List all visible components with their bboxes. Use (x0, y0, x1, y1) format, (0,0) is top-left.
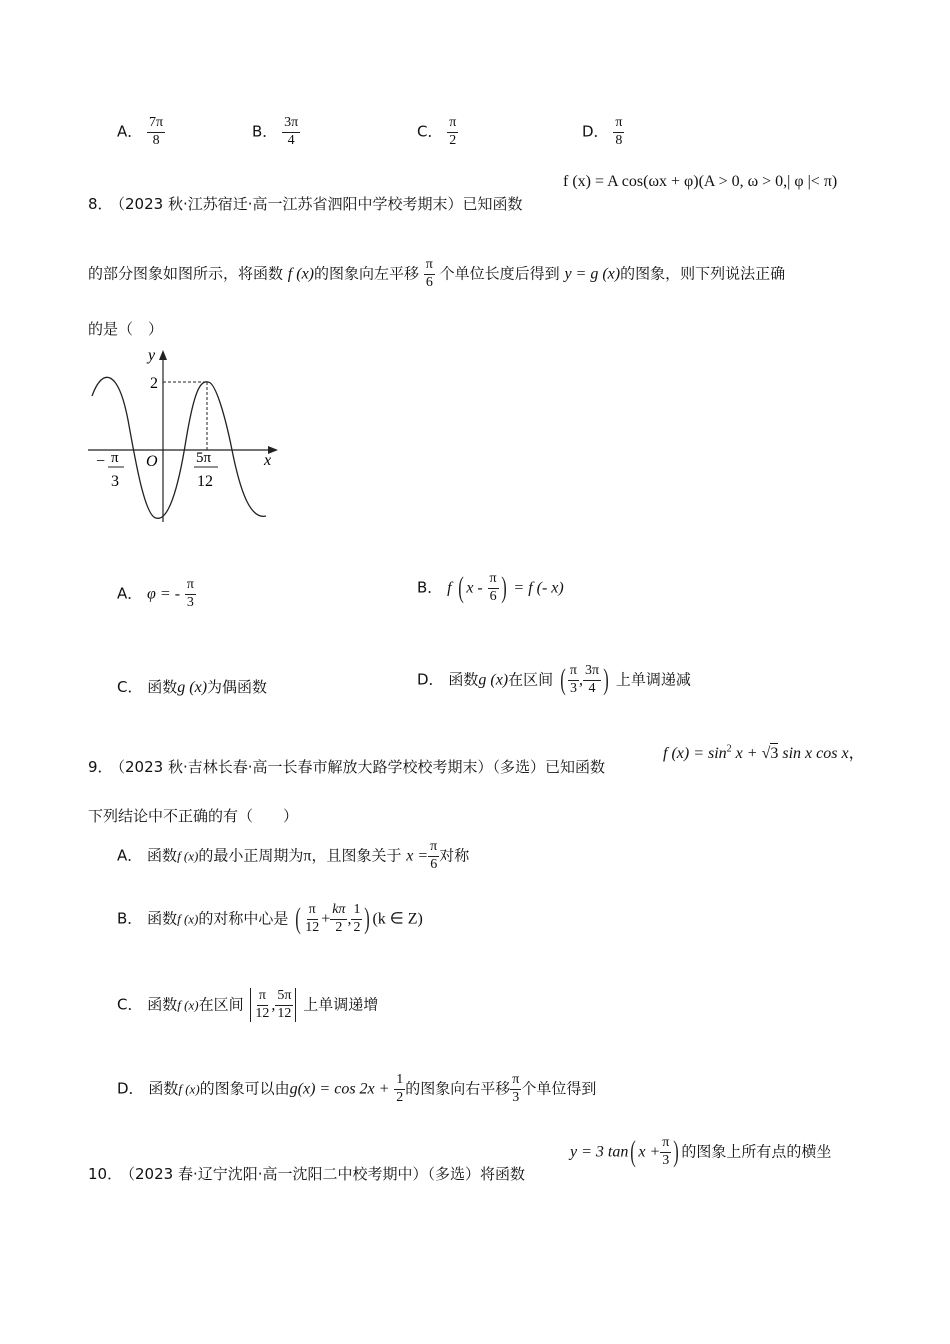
function-g: g (x) (177, 679, 208, 696)
option-label: C． (417, 122, 443, 141)
x-axis-label: x (264, 452, 272, 469)
q9-line2: 下列结论中不正确的有（ ） (88, 807, 299, 825)
q8-line2 (88, 258, 785, 290)
phi-lhs: φ = - (147, 585, 181, 603)
y-axis-label: y (148, 347, 156, 364)
text: 函数 (147, 678, 178, 696)
q8-formula: f (x) = A cos(ωx + φ)(A > 0, ω > 0,| φ |< π) (563, 173, 838, 190)
q10-number: 10． (88, 1165, 123, 1183)
text: 为偶函数 (207, 678, 268, 696)
option-label: B． (117, 909, 143, 928)
q10-source: （2023 春·辽宁沈阳·高一沈阳二中校考期中）（多选）将函数 (120, 1165, 525, 1183)
right-tick-num: 5π (196, 450, 212, 466)
q8-option-c (117, 676, 267, 697)
fraction: $\frac{\pi}{12}$ (255, 987, 270, 1021)
left-tick-sign: − (96, 453, 106, 470)
q8-option-d: D． 函数g (x)在区间 ( $\frac{\pi}{3}$ , $\frac{3\pi}{4}$ ) 上单调递减 (417, 663, 691, 697)
q9-option-b: B． 函数f (x)的对称中心是 ( $\frac{\pi}{12}$ + $\frac{k\pi}{2}$ , $\frac{1}{2}$ ) (k ∈ Z) (117, 902, 423, 936)
q7-option-a (117, 116, 165, 148)
option-label: A． (117, 846, 143, 865)
fraction: $\frac{\pi}{6}$ (430, 839, 438, 872)
text: 的部分图象如图所示，将函数 (88, 264, 284, 283)
text: 在区间 (508, 670, 554, 689)
left-tick-num: π (111, 450, 119, 466)
fraction: $\frac{\pi}{6}$ (489, 571, 497, 604)
q10-formula: y = 3 tan( x + $\frac{\pi}{3}$ ) 的图象上所有点的横坐 (570, 1135, 832, 1169)
q8-option-b: B． f ( x - $\frac{\pi}{6}$ ) = f (- x) (417, 571, 564, 605)
f-symbol: f (447, 579, 452, 597)
fraction: $\frac{\pi}{2}$ (449, 115, 457, 148)
function-g: y = g (x) (564, 265, 621, 283)
option-label: C． (117, 678, 143, 696)
max-value-label: 2 (150, 375, 158, 392)
inner-expr: x - (466, 579, 483, 597)
function-g: g (x) (478, 671, 509, 689)
q9-number: 9． (88, 758, 113, 776)
option-label: D． (417, 670, 444, 689)
fraction: $\frac{\pi}{3}$ (186, 577, 194, 610)
q9-formula: f $(x) = \sin^2 x + √3$ sin x cos x， (663, 743, 865, 762)
fraction: $\frac{\pi}{12}$ (305, 902, 320, 935)
fraction: $\frac{3\pi}{4}$ (284, 115, 299, 148)
q9-option-c: C． 函数f (x)在区间 $\frac{\pi}{12}$ , $\frac{5\pi}{12}$ 上单调递增 (117, 987, 379, 1021)
option-label: A． (117, 122, 143, 141)
option-label: B． (417, 578, 443, 597)
q8-number: 8． (88, 195, 113, 213)
q9-source: （2023 秋·吉林长春·高一长春市解放大路学校校考期末）（多选）已知函数 (110, 758, 605, 776)
q8-graph (80, 340, 290, 530)
left-tick-den: 3 (111, 473, 119, 490)
fraction: $\frac{\pi}{8}$ (615, 115, 623, 148)
text: 函数 (448, 670, 479, 689)
option-label: D． (582, 122, 609, 141)
option-label: B． (252, 122, 278, 141)
function-f: f (x) (287, 265, 314, 283)
y-axis-arrow (159, 350, 167, 360)
option-label: D． (117, 1079, 144, 1098)
q7-option-b (252, 116, 300, 148)
fraction: $\frac{\pi}{3}$ (662, 1135, 670, 1168)
cosine-curve (92, 377, 266, 518)
q8-source: （2023 秋·江苏宿迁·高一江苏省泗阳中学校考期末）已知函数 (110, 195, 523, 213)
rhs: = f (- x) (513, 579, 564, 597)
fraction: $\frac{\pi}{3}$ (569, 663, 577, 696)
fraction: $\frac{k\pi}{2}$ (332, 902, 346, 935)
fraction: $\frac{7\pi}{8}$ (149, 115, 164, 148)
option-label: C． (117, 995, 143, 1014)
q8-option-a (117, 578, 196, 610)
text: 上单调递减 (615, 670, 691, 689)
fraction: $\frac{3\pi}{4}$ (585, 663, 600, 696)
shift-fraction: $\frac{\pi}{6}$ (425, 257, 433, 290)
fraction: $\frac{5\pi}{12}$ (277, 987, 292, 1021)
q8-line3: 的是（ ） (88, 320, 164, 338)
fraction: $\frac{1}{2}$ (396, 1072, 404, 1105)
text: 的图象，则下列说法正确 (620, 264, 786, 283)
origin-label: O (146, 453, 158, 470)
q9-option-d: D． 函数f (x)的图象可以由g(x) = cos 2x + $\frac{1}{2}$ 的图象向右平移 $\frac{\pi}{3}$ 个单位得到 (117, 1072, 597, 1105)
q7-option-d (582, 116, 624, 148)
q7-option-c (417, 116, 458, 148)
q9-option-a: A． 函数f (x)的最小正周期为π，且图象关于 x = $\frac{\pi}{6}$ 对称 (117, 839, 470, 872)
text: 的图象向左平移 (314, 264, 420, 283)
text: 个单位长度后得到 (439, 264, 560, 283)
fraction: $\frac{\pi}{3}$ (512, 1072, 520, 1105)
option-label: A． (117, 584, 143, 603)
right-tick-den: 12 (197, 473, 213, 490)
fraction: $\frac{1}{2}$ (353, 902, 361, 935)
